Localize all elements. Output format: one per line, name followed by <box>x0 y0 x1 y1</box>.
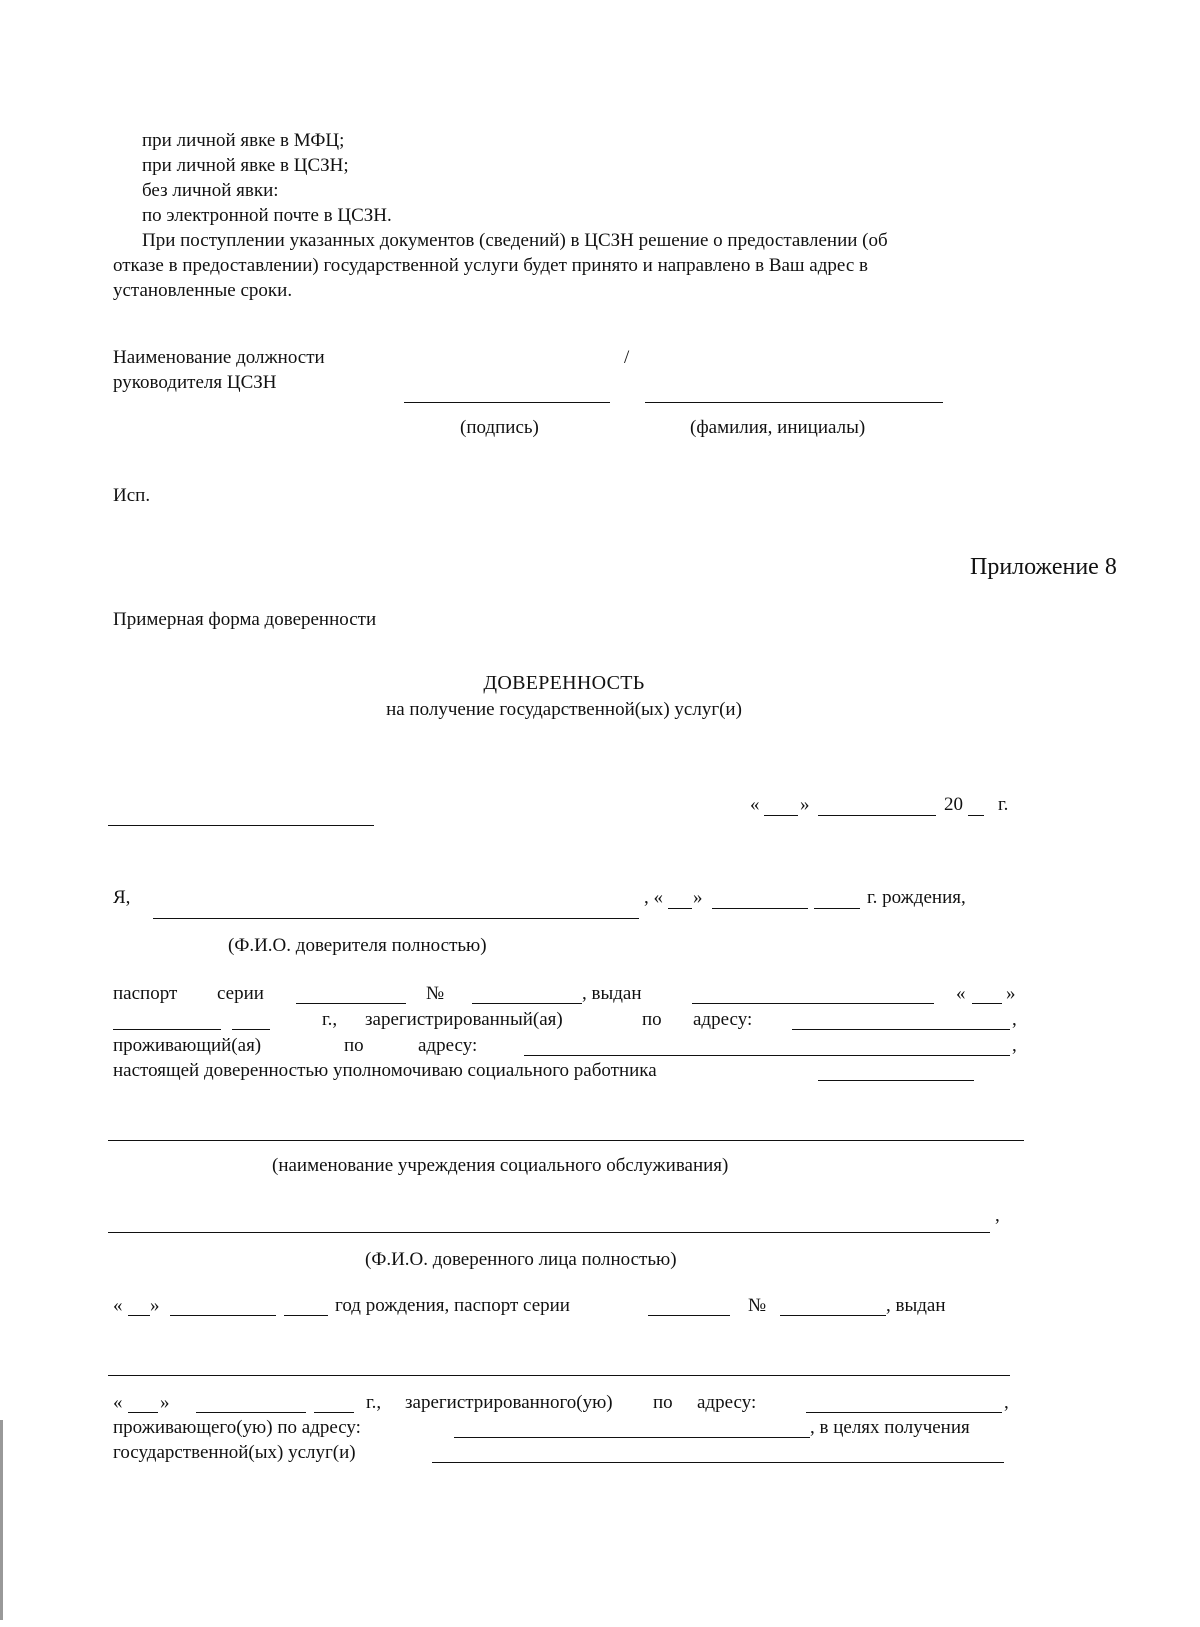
position-title-line-1: Наименование должности <box>113 347 325 368</box>
date-open-quote: « <box>750 794 760 815</box>
issue-month-line <box>113 1029 221 1030</box>
appendix-label: Приложение 8 <box>970 554 1117 580</box>
principal-birth-suffix: г. рождения, <box>867 887 966 908</box>
issue-year-line <box>232 1029 270 1030</box>
agent-name-line <box>108 1232 990 1233</box>
agent-residing-text: проживающего(ую) по адресу: <box>113 1417 361 1438</box>
agent-day-line <box>128 1315 150 1316</box>
place-line <box>108 825 374 826</box>
document-title: ДОВЕРЕННОСТЬ <box>483 672 645 694</box>
agent-issued-line <box>108 1375 1010 1376</box>
registered-comma: , <box>1012 1009 1017 1030</box>
residing-address-line <box>524 1055 1010 1056</box>
agent-trailing-comma: , <box>995 1205 1000 1226</box>
agent-services-line <box>432 1462 1004 1463</box>
residing-po: по <box>344 1035 364 1056</box>
residing-label: проживающий(ая) <box>113 1035 262 1056</box>
name-line <box>645 402 943 403</box>
agent-open-quote: « <box>113 1295 123 1316</box>
passport-label: паспорт <box>113 983 178 1004</box>
agent-reg-year-line <box>314 1412 354 1413</box>
agent-reg-close-quote: » <box>160 1392 170 1413</box>
principal-close-quote: » <box>693 887 703 908</box>
agent-series-line <box>648 1315 730 1316</box>
agent-residing-line <box>454 1437 810 1438</box>
agent-number-line <box>780 1315 886 1316</box>
executor-label: Исп. <box>113 485 151 506</box>
institution-line <box>108 1140 1024 1141</box>
registered-address-line <box>792 1029 1010 1030</box>
passport-series-line <box>296 1003 406 1004</box>
authorize-text: настоящей доверенностью уполномочиваю социального работника <box>113 1060 657 1081</box>
signature-line <box>404 402 610 403</box>
agent-purpose-text: , в целях получения <box>810 1417 970 1438</box>
agent-reg-address-label: адресу: <box>697 1392 757 1413</box>
paragraph-line-1: При поступлении указанных документов (сведений) в ЦСЗН решение о предоставлении (об <box>142 230 888 251</box>
list-item: при личной явке в МФЦ; <box>142 130 345 151</box>
date-day-line <box>764 815 798 816</box>
social-worker-line <box>818 1080 974 1081</box>
registered-label: зарегистрированный(ая) <box>365 1009 563 1030</box>
paragraph-line-2: отказе в предоставлении) государственной услуги будет принято и направлено в Ваш адрес в <box>113 255 868 276</box>
agent-year-line <box>284 1315 328 1316</box>
scan-edge-mark <box>0 1420 3 1620</box>
agent-reg-month-line <box>196 1412 306 1413</box>
form-label: Примерная форма доверенности <box>113 609 377 630</box>
institution-caption: (наименование учреждения социального обслуживания) <box>272 1155 729 1176</box>
residing-address-label: адресу: <box>418 1035 478 1056</box>
list-item: по электронной почте в ЦСЗН. <box>142 205 392 226</box>
registered-address-label: адресу: <box>693 1009 753 1030</box>
paragraph-line-3: установленные сроки. <box>113 280 293 301</box>
agent-caption: (Ф.И.О. доверенного лица полностью) <box>365 1249 677 1270</box>
passport-number-line <box>472 1003 582 1004</box>
agent-issued-label: , выдан <box>886 1295 946 1316</box>
principal-day-line <box>668 908 692 909</box>
passport-issued-label: , выдан <box>582 983 642 1004</box>
signature-slash: / <box>624 347 630 368</box>
agent-reg-year-label: г., <box>366 1392 382 1413</box>
agent-reg-comma: , <box>1004 1392 1009 1413</box>
principal-name-line <box>153 918 639 919</box>
agent-month-line <box>170 1315 276 1316</box>
date-year-line <box>968 815 984 816</box>
document-subtitle: на получение государственной(ых) услуг(и) <box>386 699 742 720</box>
principal-pronoun: Я, <box>113 887 131 908</box>
agent-reg-day-line <box>128 1412 158 1413</box>
agent-reg-po: по <box>653 1392 673 1413</box>
name-caption: (фамилия, инициалы) <box>690 417 866 438</box>
passport-number-sign: № <box>426 983 445 1004</box>
registered-po: по <box>642 1009 662 1030</box>
list-item: без личной явки: <box>142 180 279 201</box>
date-close-quote: » <box>800 794 810 815</box>
passport-open-quote: « <box>956 983 966 1004</box>
principal-year-line <box>814 908 860 909</box>
passport-day-line <box>972 1003 1002 1004</box>
passport-series-label: серии <box>217 983 264 1004</box>
agent-number-sign: № <box>748 1295 767 1316</box>
agent-reg-address-line <box>806 1412 1002 1413</box>
residing-comma: , <box>1012 1035 1017 1056</box>
agent-services-text: государственной(ых) услуг(и) <box>113 1442 356 1463</box>
agent-reg-open-quote: « <box>113 1392 123 1413</box>
passport-issued-line <box>692 1003 934 1004</box>
agent-reg-label: зарегистрированного(ую) <box>405 1392 613 1413</box>
agent-close-quote: » <box>150 1295 160 1316</box>
principal-caption: (Ф.И.О. доверителя полностью) <box>228 935 487 956</box>
agent-birth-text: год рождения, паспорт серии <box>335 1295 570 1316</box>
passport-close-quote: » <box>1006 983 1016 1004</box>
list-item: при личной явке в ЦСЗН; <box>142 155 349 176</box>
date-year-suffix: г. <box>998 794 1009 815</box>
registered-year-label: г., <box>322 1009 338 1030</box>
signature-caption: (подпись) <box>460 417 539 438</box>
date-month-line <box>818 815 936 816</box>
principal-open-quote: , « <box>644 887 663 908</box>
position-title-line-2: руководителя ЦСЗН <box>113 372 277 393</box>
principal-month-line <box>712 908 808 909</box>
date-year-prefix: 20 <box>944 794 963 815</box>
